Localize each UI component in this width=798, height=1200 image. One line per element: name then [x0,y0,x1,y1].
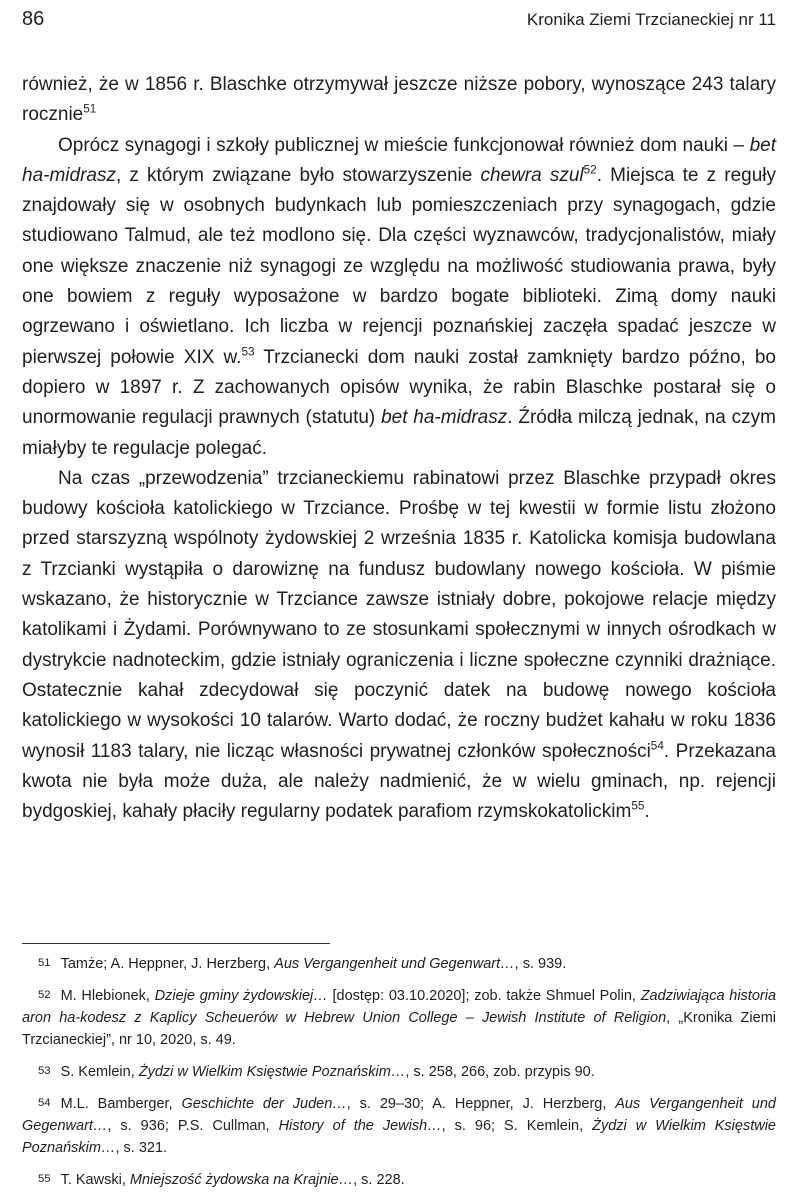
running-title: Kronika Ziemi Trzcianeckiej nr 11 [526,10,776,29]
page-number: 86 [22,8,45,30]
term-chewra-szul: chewra szul [480,164,584,186]
footnote-ref-53: 53 [241,345,255,359]
term-bet-ha-midrasz: bet ha-midrasz [22,134,776,186]
footnote-ref-54: 54 [650,739,664,753]
paragraph-1: również, że w 1856 r. Blaschke otrzymywał jeszcze niższe pobory, wynoszące 243 talary rocznie$^{51}$ [22,74,776,126]
footnote-number: 51 [38,957,51,969]
body-text [22,70,776,827]
footnote-55: 55 T. Kawski, Mniejszość żydowska na Krajnie…, s. 228. [38,1172,405,1188]
footnotes [22,952,776,1200]
footnote-ref-51: 51 [83,102,97,116]
paragraph-3: Na czas „przewodzenia” trzcianeckiemu rabinatowi przez Blaschke przypadł okres budowy kościoła katolickiego w Trzciance. Prośbę w tej kwestii w formie listu złożono przed starszyzną wspólnoty żydowskiej 2 września 1835 r. Katolicka komisja budowlana z Trzcianki wystąpiła o darowiznę na fundusz budowlany nowego kościoła. W piśmie wskazano, że historycznie w Trzciance zawsze istniały dobre, pokojowe relacje między katolikami i Żydami. Porównywano to ze stosunkami społecznymi w innych ośrodkach w dystrykcie nadnoteckim, gdzie istniały ograniczenia i liczne społeczne czynniki drażniące. Ostatecznie kahał zdecydował się poczynić datek na budowę nowego kościoła katolickiego w wysokości 10 talarów. Warto dodać, że roczny budżet kahału w roku 1836 wynosił 1183 talary, nie licząc własności prywatnej członków społeczności$^{54}$. Przekazana kwota nie była może duża, ale należy nadmienić, że w wielu gminach, np. rejencji bydgoskiej, kahały płaciły regularny podatek parafiom rzymskokatolickim$^{55}$. [22,467,776,823]
term-bet-ha-midrasz-2: bet ha-midrasz [381,407,508,429]
page-header [22,8,776,38]
footnote-number: 54 [38,1097,51,1109]
footnote-51: 51 Tamże; A. Heppner, J. Herzberg, Aus Vergangenheit und Gegenwart…, s. 939. [38,956,567,972]
footnote-number: 55 [38,1173,51,1185]
footnote-number: 52 [38,989,51,1001]
paragraph-2: Oprócz synagogi i szkoły publicznej w mieście funkcjonował również dom nauki – bet ha-midrasz, z którym związane było stowarzyszenie chewra szul$^{52}$. Miejsca te z reguły znajdowały się w osobnych budynkach lub pomieszczeniach przy synagogach, gdzie studiowano Talmud, ale też modlono się. Dla części wyznawców, tradycjonalistów, miały one większe znaczenie niż synagogi ze względu na możliwość studiowania prawa, były one bowiem z reguły wyposażone w bardzo bogate biblioteki. Zimą domy nauki ogrzewano i oświetlano. Ich liczba w rejencji poznańskiej zaczęła spadać jeszcze w pierwszej połowie XIX w.$^{53}$ Trzcianecki dom nauki został zamknięty bardzo późno, bo dopiero w 1897 r. Z zachowanych opisów wynika, że rabin Blaschke postarał się o unormowanie regulacji prawnych (statutu) bet ha-midrasz. Źródła milczą jednak, na czym miałyby te regulacje polegać. [22,134,776,459]
footnote-ref-55: 55 [631,799,645,813]
footnote-separator [22,943,330,944]
footnote-53: 53 S. Kemlein, Żydzi w Wielkim Księstwie Poznańskim…, s. 258, 266, zob. przypis 90. [38,1064,595,1080]
footnote-54: 54 M.L. Bamberger, Geschichte der Juden…, s. 29–30; A. Heppner, J. Herzberg, Aus Vergangenheit und Gegenwart…, s. 936; P.S. Cullman, History of the Jewish…, s. 96; S. Kemlein, Żydzi w Wielkim Księstwie Poznańskim…, s. 321. [22,1096,776,1156]
footnote-52: 52 M. Hlebionek, Dzieje gminy żydowskiej… [dostęp: 03.10.2020]; zob. także Shmuel Polin, Zadziwiająca historia aron ha-kodesz z Kaplicy Scheuerów w Hebrew Union College – Jewish Institute of Religion, „Kronika Ziemi Trzcianeckiej”, nr 10, 2020, s. 49. [22,988,777,1048]
footnote-ref-52: 52 [583,163,597,177]
footnote-number: 53 [38,1065,51,1077]
